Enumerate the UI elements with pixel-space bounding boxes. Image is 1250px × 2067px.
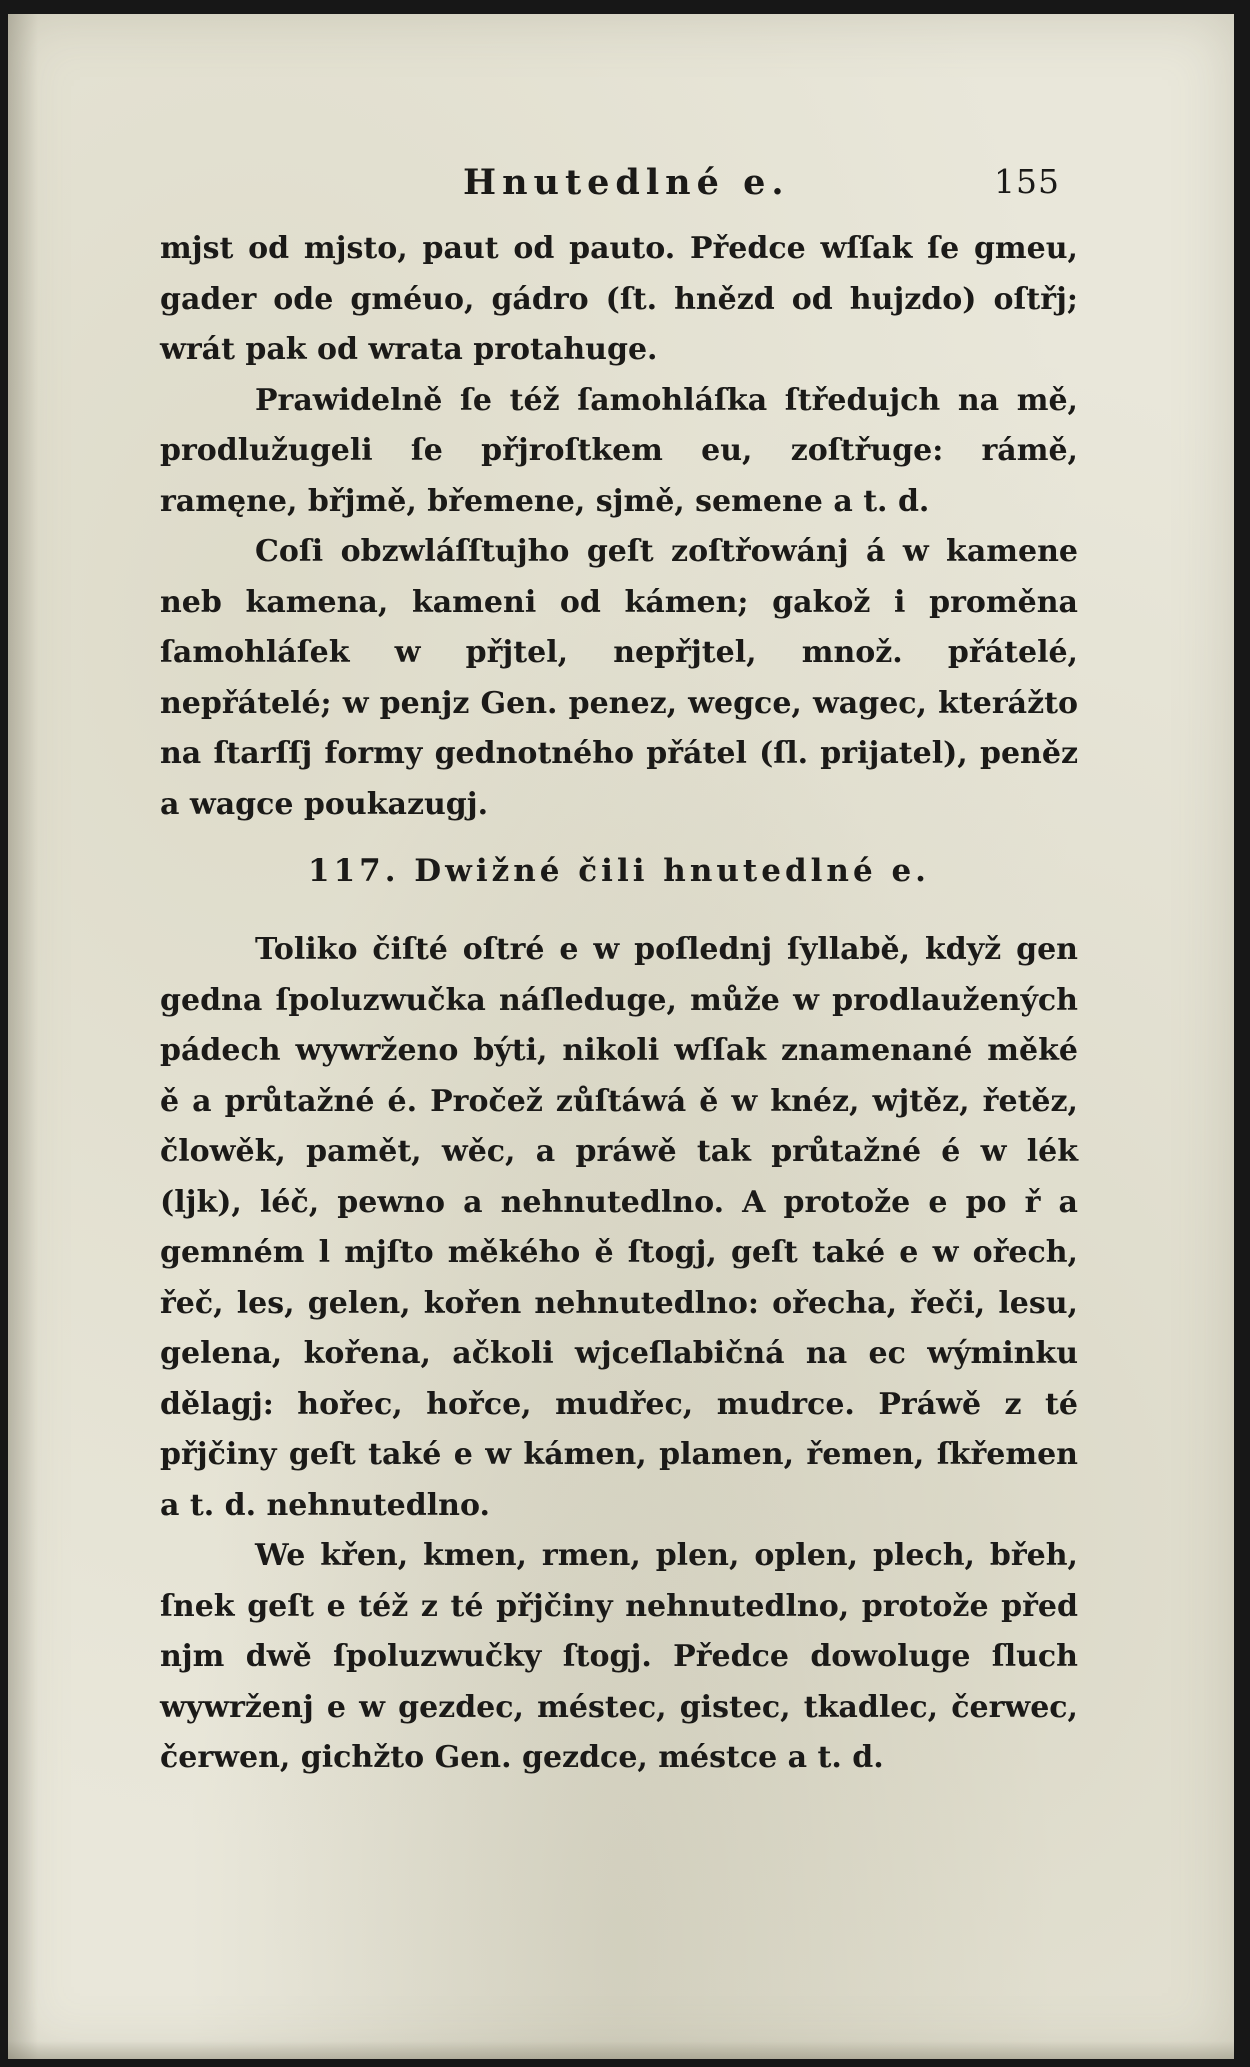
paragraph: Prawidelně ſe též ſamohláſka ſtředujch na mě, prodlužugeli ſe přjroſtkem eu, zoſtřuge: rámě, ramęne, břjmě, břemene, sjmě, semene a t. d. (160, 382, 1078, 519)
paragraph: Toliko čiſté oſtré e w poſlednj ſyllabě, když gen gedna ſpoluzwučka náſleduge, může w prodlaužených pádech wywrženo býti, nikoli wſſak znamenané měké ě a průtažné é. Pročež zůſtáwá ě w knéz, wjtěz, řetěz, člowěk, pamět, wěc, a práwě tak průtažné é w lék (ljk), léč, pewno a nehnutedlno. A protože e po ř a gemném l mjſto měkého ě ſtogj, geſt také e w ořech, řeč, les, gelen, kořen nehnutedlno: ořecha, řeči, lesu, gelena, kořena, ačkoli wjceſlabičná na ec wýminku dělagj: hořec, hořce, mudřec, mudrce. Práwě z té přjčiny geſt také e w kámen, plamen, řemen, ſkřemen a t. d. nehnutedlno. (160, 932, 1078, 1523)
book-page (8, 14, 1234, 2059)
paragraph: Coſi obzwláſſtujho geſt zoſtřowánj á w kamene neb kamena, kameni od kámen; gakož i proměna ſamohláſek w přjtel, nepřjtel, množ. přátelé, nepřátelé; w penjz Gen. penez, wegce, wagec, kterážto na ſtarſſj formy gednotného přátel (ſl. prijatel), peněz a wagce poukazugj. (160, 534, 1078, 822)
paragraph: We křen, kmen, rmen, plen, oplen, plech, břeh, ſnek geſt e též z té přjčiny nehnutedlno, protože před njm dwě ſpoluzwučky ſtogj. Předce dowoluge ſluch wywrženj e w gezdec, méstec, gistec, tkadlec, čerwec, čerwen, gichžto Gen. gezdce, méstce a t. d. (160, 1538, 1078, 1775)
spine-shadow (8, 14, 38, 2059)
section-heading: 117. Dwižné čili hnutedlné e. (308, 853, 930, 889)
bottom-edge-shadow (8, 2041, 1234, 2059)
page-number: 155 (994, 162, 1060, 201)
running-head: Hnutedlné e. (463, 162, 790, 203)
paragraph-continuation: mjst od mjsto, paut od pauto. Předce wſſak ſe gmeu, gader ode gméuo, gádro (ſt. hnězd od hujzdo) oſtřj; wrát pak od wrata protahuge. (160, 231, 1078, 367)
page-header (158, 162, 1068, 208)
body-text (160, 224, 1078, 1784)
